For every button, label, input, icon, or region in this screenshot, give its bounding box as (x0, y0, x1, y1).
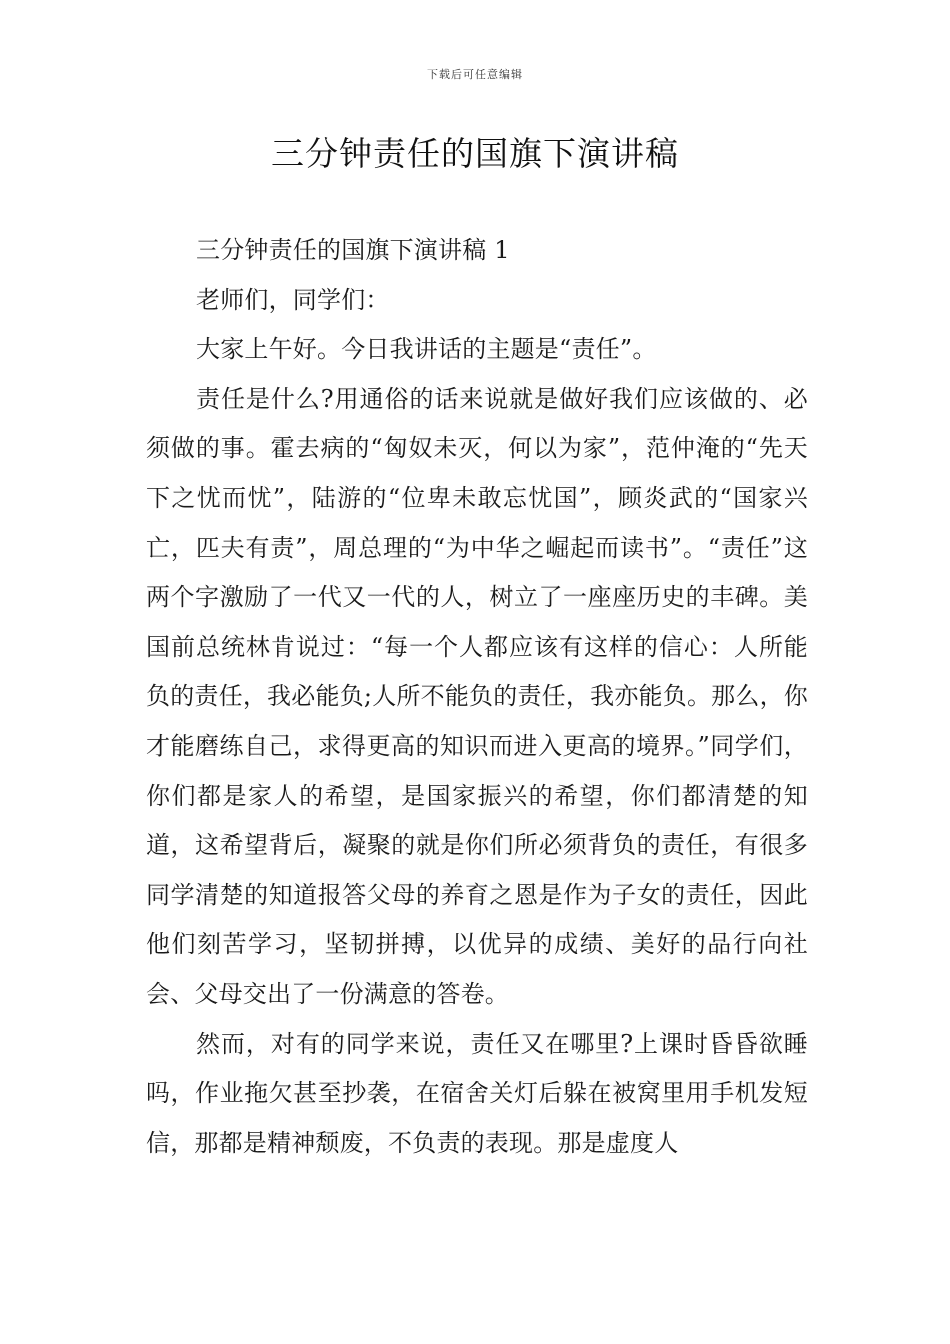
body-paragraph: 责任是什么?用通俗的话来说就是做好我们应该做的、必须做的事。霍去病的“匈奴未灭，何以为家”，范仲淹的“先天下之忧而忧”，陆游的“位卑未敢忘忧国”，顾炎武的“国家兴亡，匹夫有责”，周总理的“为中华之崛起而读书”。“责任”这两个字激励了一代又一代的人，树立了一座座历史的丰碑。美国前总统林肯说过：“每一个人都应该有这样的信心：人所能负的责任，我必能负;人所不能负的责任，我亦能负。那么，你才能磨练自己，求得更高的知识而进入更高的境界。”同学们，你们都是家人的希望，是国家振兴的希望，你们都清楚的知道，这希望背后，凝聚的就是你们所必须背负的责任，有很多同学清楚的知道报答父母的养育之恩是作为子女的责任，因此他们刻苦学习，坚韧拼搏，以优异的成绩、美好的品行向社会、父母交出了一份满意的答卷。 (146, 384, 808, 1008)
salutation: 老师们，同学们： (196, 285, 390, 314)
header-note: 下载后可任意编辑 (427, 68, 523, 81)
body-paragraph: 大家上午好。今日我讲话的主题是“责任”。 (196, 335, 657, 364)
document-title: 三分钟责任的国旗下演讲稿 (271, 134, 679, 173)
speech-subtitle: 三分钟责任的国旗下演讲稿 1 (196, 236, 510, 264)
document-body (146, 226, 808, 1168)
body-paragraph: 然而，对有的同学来说，责任又在哪里?上课时昏昏欲睡吗，作业拖欠甚至抄袭，在宿舍关灯后躲在被窝里用手机发短信，那都是精神颓废，不负责的表现。那是虚度人 (146, 1029, 808, 1157)
